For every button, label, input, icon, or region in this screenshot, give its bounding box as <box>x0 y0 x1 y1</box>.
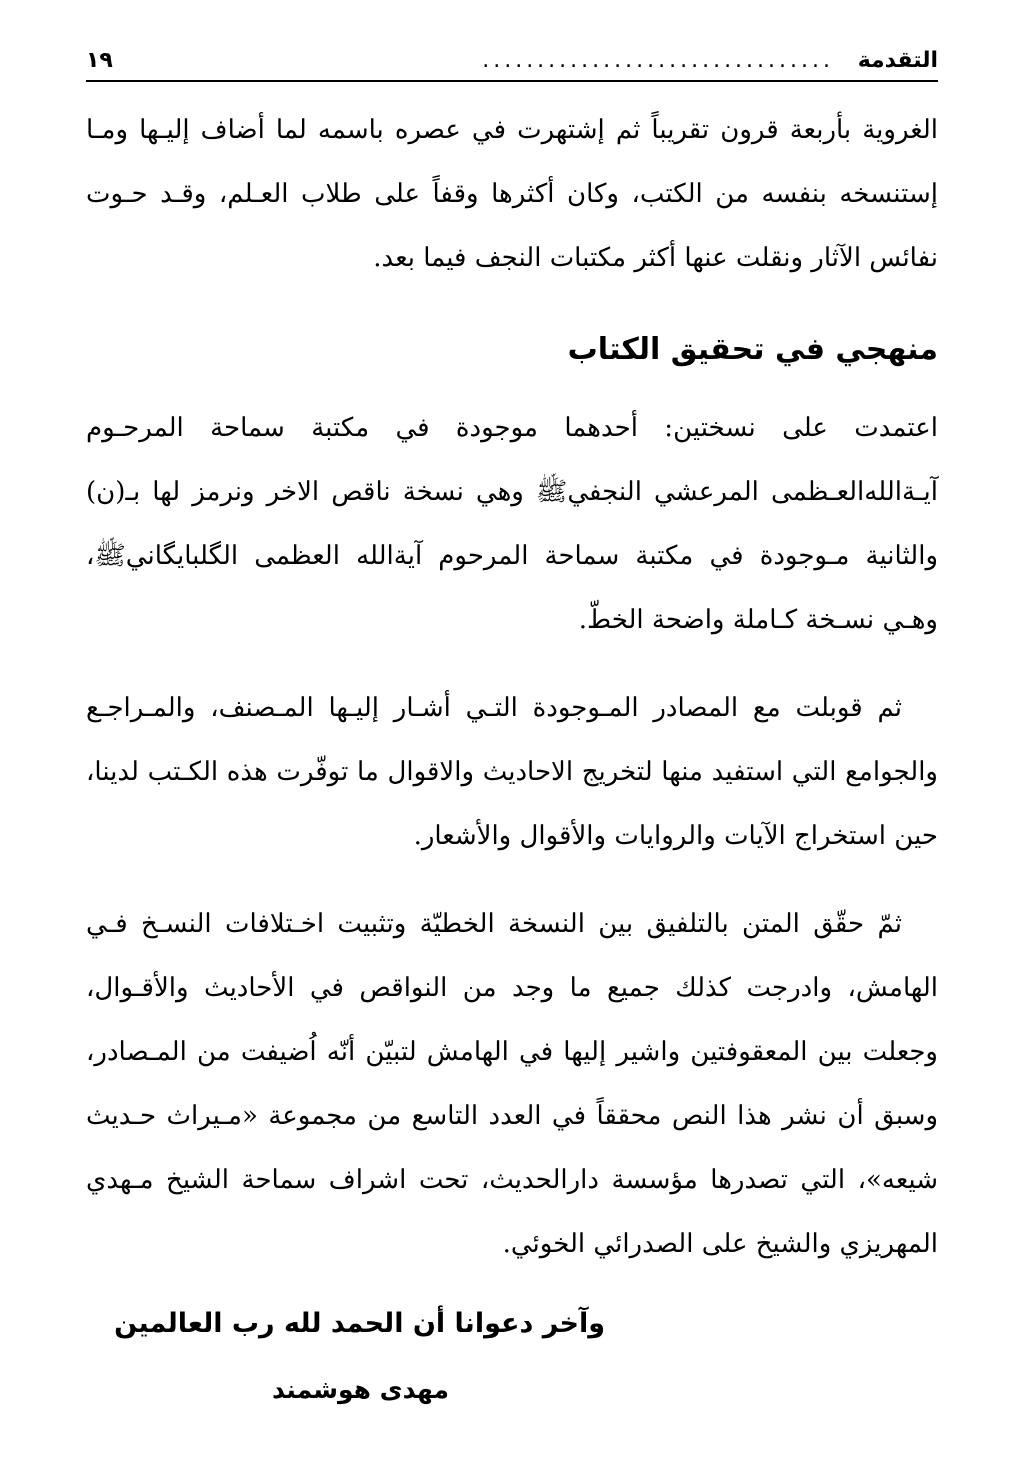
author-signature: مهدی هوشمند <box>271 1375 449 1404</box>
paragraph-collation: ثم قوبلت مع المصادر المـوجودة التـي أشـار إليـها المـصنف، والمـراجـع والجوامع التي استفيد منها لتخريج الاحاديث والاقوال ما توفّرت هذه الكـتب لدينا، حين استخراج الآيات والروايات والأقوال والأشعار. <box>86 693 938 851</box>
page-header <box>86 44 938 78</box>
running-title: التقدمة <box>857 48 938 73</box>
paragraph-editing-method: ثمّ حقّق المتن بالتلفيق بين النسخة الخطيّة وتثبيت اخـتلافات النسـخ فـي الهامش، وادرجت كذلك جميع ما وجد من النواقص في الأحاديث والأقـوال، وجعلت بين المعقوفتين واشير إليها في الهامش لتبيّن أنّه اُضيفت من المـصادر، وسبق أن نشر هذا النص محققاً في العدد التاسع من مجموعة «مـيراث حـديث شيعه»، التي تصدرها مؤسسة دارالحديث، تحت اشراف سماحة الشيخ مـهدي المهريزي والشيخ على الصدرائي الخوئي. <box>86 909 938 1259</box>
dot-leader: ................................ <box>482 48 834 73</box>
section-heading: منهجي في تحقيق الكتاب <box>567 332 938 367</box>
closing-prayer: وآخر دعوانا أن الحمد لله رب العالمين <box>114 1308 605 1339</box>
header-rule <box>86 80 938 82</box>
paragraph-manuscripts: اعتمدت على نسختين: أحدهما موجودة في مكتبة سماحة المرحـوم آيـةالله‌العـظمى المرعشي النجفي‌ﷺ وهي نسخة ناقص الاخر ونرمز لها بـ(ن) والثانية مـوجودة في مكتبة سماحة المرحوم آيةالله العظمى الگلبايگاني‌ﷺ، وهـي نسـخة كـاملة واضحة الخطّ. <box>86 413 938 635</box>
paragraph-library-history: الغروية بأربعة قرون تقريباً ثم إشتهرت في عصره باسمه لما أضاف إليـها ومـا إستنسخه بنفسه من الكتب، وكان أكثرها وقفاً على طلاب العـلم، وقـد حـوت نفائس الآثار ونقلت عنها أكثر مكتبات النجف فيما بعد. <box>86 115 938 273</box>
page-number: ١٩ <box>86 48 113 73</box>
